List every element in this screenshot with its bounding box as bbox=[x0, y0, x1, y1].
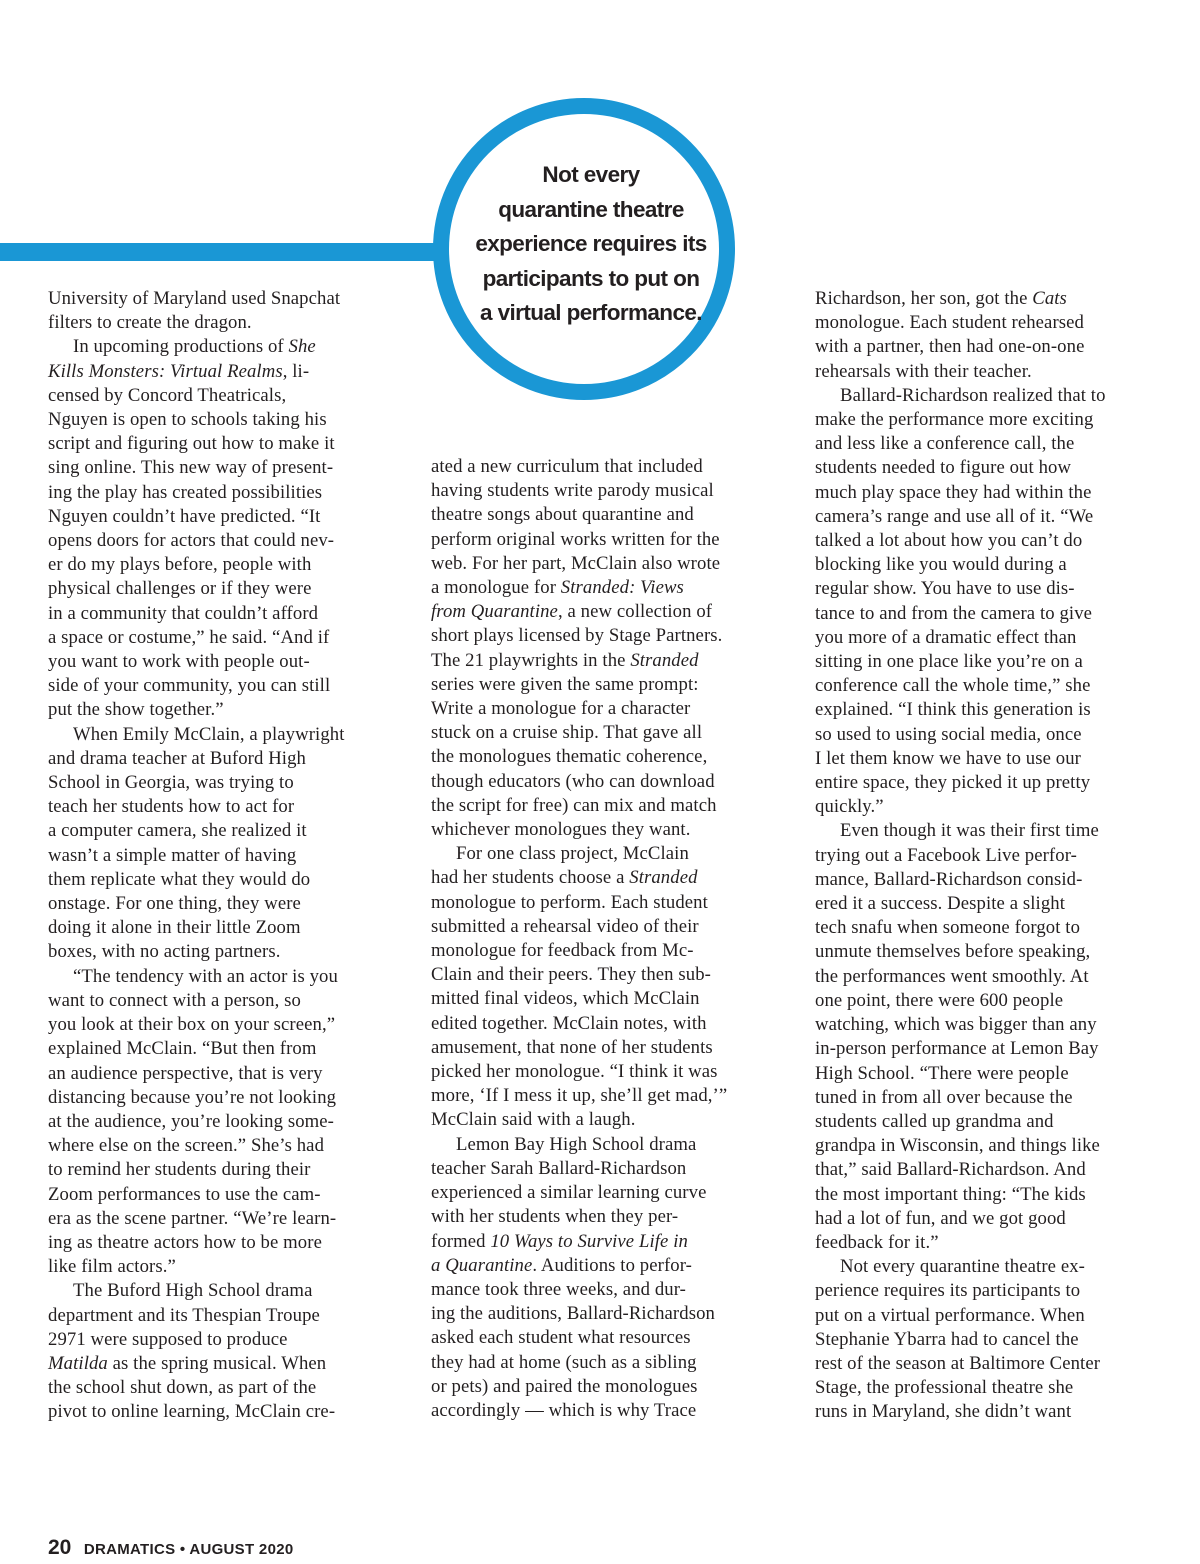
article-text-line: make the performance more exciting bbox=[815, 409, 1094, 431]
article-text-line: era as the scene partner. “We’re learn- bbox=[48, 1207, 337, 1229]
article-text-line: Even though it was their first time bbox=[840, 820, 1099, 842]
article-text-line: Richardson, her son, got the Cats bbox=[815, 288, 1067, 309]
pull-quote-line: a virtual performance. bbox=[480, 300, 702, 325]
article-text-line: “The tendency with an actor is you bbox=[73, 965, 338, 987]
article-text-line: Write a monologue for a character bbox=[431, 698, 691, 720]
article-text-line: them replicate what they would do bbox=[48, 868, 311, 890]
article-text-line: had a lot of fun, and we got good bbox=[815, 1207, 1066, 1229]
article-text-line: doing it alone in their little Zoom bbox=[48, 917, 301, 939]
article-text-line: The Buford High School drama bbox=[73, 1280, 313, 1302]
article-text-line: want to connect with a person, so bbox=[48, 989, 301, 1011]
article-text-line: formed 10 Ways to Survive Life in bbox=[431, 1230, 688, 1252]
article-text-line: tech snafu when someone forgot to bbox=[815, 917, 1081, 939]
article-text-line: conference call the whole time,” she bbox=[815, 675, 1091, 697]
article-text-line: wasn’t a simple matter of having bbox=[48, 844, 297, 866]
article-text-line: censed by Concord Theatricals, bbox=[48, 384, 287, 406]
article-text-line: distancing because you’re not looking bbox=[48, 1086, 337, 1108]
article-text-line: tance to and from the camera to give bbox=[815, 602, 1093, 624]
article-text-line: physical challenges or if they were bbox=[48, 578, 312, 600]
article-text-line: they had at home (such as a sibling bbox=[431, 1351, 697, 1373]
article-text-line: Not every quarantine theatre ex- bbox=[840, 1256, 1085, 1278]
article-text-line: like film actors.” bbox=[48, 1256, 176, 1278]
article-text-line: regular show. You have to use dis- bbox=[815, 578, 1075, 600]
article-text-line: where else on the screen.” She’s had bbox=[48, 1135, 325, 1157]
article-text-line: you more of a dramatic effect than bbox=[815, 626, 1077, 648]
article-text-line: the performances went smoothly. At bbox=[815, 965, 1089, 987]
page-footer bbox=[48, 1536, 294, 1560]
article-text-line: Stage, the professional theatre she bbox=[815, 1377, 1074, 1399]
article-text-line: University of Maryland used Snapchat bbox=[48, 288, 341, 309]
article-text-line: picked her monologue. “I think it was bbox=[431, 1061, 718, 1083]
article-text-line: short plays licensed by Stage Partners. bbox=[431, 625, 723, 647]
article-text-line: blocking like you would during a bbox=[815, 554, 1067, 576]
article-text-line: tuned in from all over because the bbox=[815, 1086, 1073, 1108]
publication-name: DRAMATICS • AUGUST 2020 bbox=[83, 1541, 294, 1558]
article-text-line: from Quarantine, a new collection of bbox=[431, 601, 713, 623]
article-text-line: one point, there were 600 people bbox=[815, 989, 1064, 1011]
article-text-line: you want to work with people out- bbox=[48, 651, 310, 673]
article-text-line: students called up grandma and bbox=[815, 1110, 1054, 1132]
article-text-line: talked a lot about how you can’t do bbox=[815, 530, 1083, 552]
article-text-line: much play space they had within the bbox=[815, 481, 1092, 503]
article-text-line: The 21 playwrights in the Stranded bbox=[431, 649, 699, 671]
article-text-line: a space or costume,” he said. “And if bbox=[48, 626, 330, 648]
article-text-line: Lemon Bay High School drama bbox=[456, 1133, 697, 1155]
article-text-line: a monologue for Stranded: Views bbox=[431, 577, 684, 599]
article-text-line: er do my plays before, people with bbox=[48, 554, 312, 576]
article-text-line: script and figuring out how to make it bbox=[48, 433, 335, 455]
article-text-line: the most important thing: “The kids bbox=[815, 1183, 1086, 1205]
article-text-line: mance took three weeks, and dur- bbox=[431, 1278, 687, 1300]
article-text-line: a computer camera, she realized it bbox=[48, 820, 307, 842]
article-text-line: had her students choose a Stranded bbox=[431, 867, 698, 889]
article-text-line: at the audience, you’re looking some- bbox=[48, 1110, 334, 1132]
article-text-line: perform original works written for the bbox=[431, 528, 720, 550]
article-text-line: monologue for feedback from Mc- bbox=[431, 940, 694, 962]
article-text-line: watching, which was bigger than any bbox=[815, 1014, 1097, 1036]
article-text-line: side of your community, you can still bbox=[48, 675, 331, 697]
article-text-line: with her students when they per- bbox=[431, 1206, 679, 1228]
article-text-line: sitting in one place like you’re on a bbox=[815, 651, 1083, 673]
article-text-line: entire space, they picked it up pretty bbox=[815, 772, 1091, 794]
article-text-line: students needed to figure out how bbox=[815, 457, 1072, 479]
article-text-line: experienced a similar learning curve bbox=[431, 1182, 707, 1204]
pull-quote-line: Not every bbox=[542, 162, 640, 187]
article-text-line: Ballard-Richardson realized that to bbox=[840, 384, 1106, 406]
article-text-line: opens doors for actors that could nev- bbox=[48, 530, 335, 552]
article-text-line: and drama teacher at Buford High bbox=[48, 747, 306, 769]
article-text-line: with a partner, then had one-on-one bbox=[815, 336, 1085, 358]
article-text-line: the script for free) can mix and match bbox=[431, 794, 717, 816]
article-text-line: put on a virtual performance. When bbox=[815, 1304, 1085, 1326]
article-text-line: monologue. Each student rehearsed bbox=[815, 312, 1084, 334]
pull-quote-rule bbox=[0, 243, 470, 261]
article-text-line: more, ‘If I mess it up, she’ll get mad,’” bbox=[431, 1085, 728, 1107]
page-number: 20 bbox=[48, 1536, 72, 1559]
article-text-line: mitted final videos, which McClain bbox=[431, 988, 700, 1010]
article-text-line: pivot to online learning, McClain cre- bbox=[48, 1401, 336, 1423]
article-text-line: theatre songs about quarantine and bbox=[431, 504, 694, 526]
article-text-line: I let them know we have to use our bbox=[815, 747, 1081, 769]
article-text-line: department and its Thespian Troupe bbox=[48, 1304, 320, 1326]
article-text-line: rest of the season at Baltimore Center bbox=[815, 1352, 1101, 1374]
article-text-line: ered it a success. Despite a slight bbox=[815, 893, 1065, 915]
article-text-line: teacher Sarah Ballard-Richardson bbox=[431, 1157, 687, 1179]
article-text-line: in-person performance at Lemon Bay bbox=[815, 1038, 1099, 1060]
article-text-line: Nguyen is open to schools taking his bbox=[48, 409, 327, 431]
article-text-line: Clain and their peers. They then sub- bbox=[431, 964, 711, 986]
article-text-line: the school shut down, as part of the bbox=[48, 1377, 317, 1399]
article-text-line: ing the play has created possibilities bbox=[48, 481, 323, 503]
article-text-line: trying out a Facebook Live perfor- bbox=[815, 844, 1077, 866]
article-text-line: the monologues thematic coherence, bbox=[431, 746, 708, 768]
article-text-line: so used to using social media, once bbox=[815, 723, 1082, 745]
article-text-line: web. For her part, McClain also wrote bbox=[431, 552, 721, 574]
article-text-line: mance, Ballard-Richardson consid- bbox=[815, 868, 1083, 890]
pull-quote-line: quarantine theatre bbox=[498, 196, 684, 222]
article-text-line: Stephanie Ybarra had to cancel the bbox=[815, 1328, 1079, 1350]
article-text-line: whichever monologues they want. bbox=[431, 819, 691, 841]
article-text-line: having students write parody musical bbox=[431, 480, 714, 502]
article-text-line: runs in Maryland, she didn’t want bbox=[815, 1401, 1072, 1423]
article-text-line: amusement, that none of her students bbox=[431, 1036, 713, 1058]
pull-quote bbox=[455, 158, 727, 331]
article-text-line: camera’s range and use all of it. “We bbox=[815, 505, 1094, 527]
article-text-line: perience requires its participants to bbox=[815, 1280, 1081, 1302]
article-text-line: though educators (who can download bbox=[431, 770, 715, 792]
article-text-line: series were given the same prompt: bbox=[431, 673, 699, 695]
article-text-line: monologue to perform. Each student bbox=[431, 891, 708, 913]
article-text-line: explained McClain. “But then from bbox=[48, 1038, 317, 1060]
article-text-line: explained. “I think this generation is bbox=[815, 699, 1091, 721]
article-text-line: ing the auditions, Ballard-Richardson bbox=[431, 1303, 715, 1325]
article-text-line: stuck on a cruise ship. That gave all bbox=[431, 722, 703, 744]
article-text-line: ated a new curriculum that included bbox=[431, 456, 703, 477]
article-text-line: put the show together.” bbox=[48, 699, 224, 721]
article-text-line: feedback for it.” bbox=[815, 1231, 939, 1253]
article-text-line: When Emily McClain, a playwright bbox=[73, 723, 345, 745]
article-text-line: McClain said with a laugh. bbox=[431, 1109, 636, 1131]
article-text-line: to remind her students during their bbox=[48, 1159, 311, 1181]
article-text-line: 2971 were supposed to produce bbox=[48, 1328, 288, 1350]
article-text-line: rehearsals with their teacher. bbox=[815, 360, 1032, 382]
article-text-line: ing as theatre actors how to be more bbox=[48, 1231, 322, 1253]
article-text-line: teach her students how to act for bbox=[48, 796, 295, 818]
article-text-line: that,” said Ballard-Richardson. And bbox=[815, 1159, 1086, 1181]
article-text-line: accordingly — which is why Trace bbox=[431, 1399, 697, 1421]
article-text-line: an audience perspective, that is very bbox=[48, 1062, 323, 1084]
article-text-line: a Quarantine. Auditions to perfor- bbox=[431, 1254, 693, 1276]
article-column-3 bbox=[815, 287, 1106, 1425]
article-text-line: In upcoming productions of She bbox=[73, 336, 316, 358]
article-text-line: High School. “There were people bbox=[815, 1062, 1069, 1084]
pull-quote-line: experience requires its bbox=[475, 231, 707, 256]
article-text-line: Kills Monsters: Virtual Realms, li- bbox=[48, 360, 310, 382]
article-text-line: Zoom performances to use the cam- bbox=[48, 1183, 321, 1205]
article-text-line: in a community that couldn’t afford bbox=[48, 602, 319, 624]
article-text-line: onstage. For one thing, they were bbox=[48, 893, 301, 915]
article-text-line: or pets) and paired the monologues bbox=[431, 1375, 698, 1397]
article-text-line: sing online. This new way of present- bbox=[48, 457, 334, 479]
article-text-line: you look at their box on your screen,” bbox=[48, 1014, 336, 1036]
article-column-1 bbox=[48, 287, 345, 1425]
article-text-line: unmute themselves before speaking, bbox=[815, 941, 1091, 963]
article-text-line: grandpa in Wisconsin, and things like bbox=[815, 1135, 1100, 1157]
article-text-line: Nguyen couldn’t have predicted. “It bbox=[48, 505, 321, 527]
article-text-line: quickly.” bbox=[815, 796, 884, 818]
article-text-line: asked each student what resources bbox=[431, 1327, 691, 1349]
article-text-line: For one class project, McClain bbox=[456, 843, 689, 865]
article-text-line: edited together. McClain notes, with bbox=[431, 1012, 707, 1034]
article-column-2 bbox=[431, 455, 727, 1423]
article-text-line: School in Georgia, was trying to bbox=[48, 772, 294, 794]
pull-quote-line: participants to put on bbox=[482, 265, 700, 291]
article-text-line: filters to create the dragon. bbox=[48, 312, 252, 334]
article-text-line: and less like a conference call, the bbox=[815, 433, 1075, 455]
article-text-line: Matilda as the spring musical. When bbox=[48, 1352, 327, 1374]
article-text-line: boxes, with no acting partners. bbox=[48, 941, 281, 963]
article-text-line: submitted a rehearsal video of their bbox=[431, 915, 699, 937]
